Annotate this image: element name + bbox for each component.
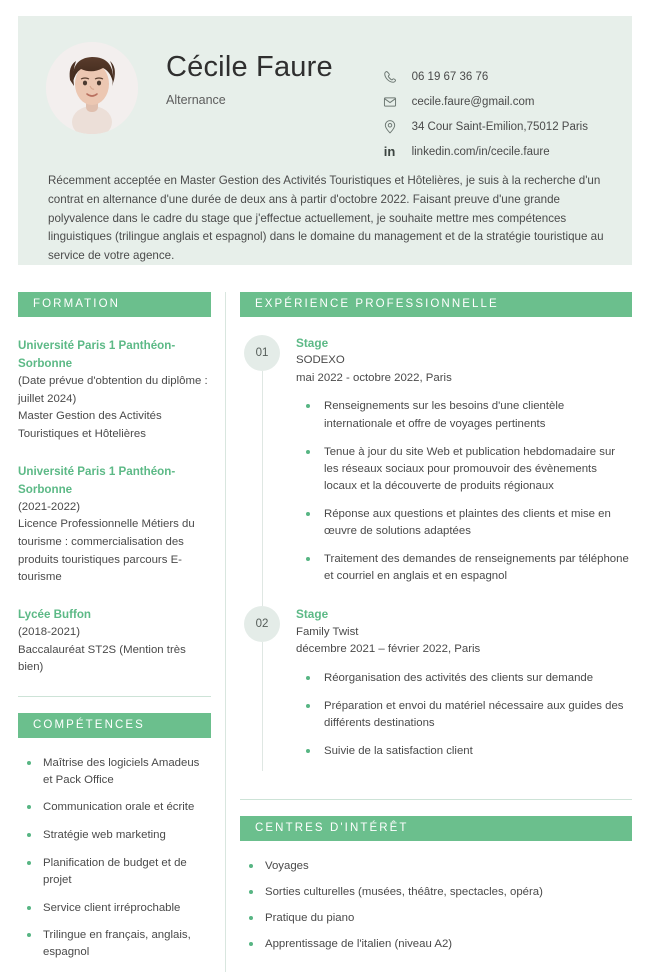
- education-dates: (2021-2022): [18, 500, 81, 513]
- list-item: Traitement des demandes de renseignements par téléphone et courriel en anglais et en espagnol: [296, 551, 632, 585]
- avatar: [46, 42, 138, 134]
- experience-number-badge: 01: [244, 335, 280, 371]
- list-item: Apprentissage de l'italien (niveau A2): [240, 936, 632, 953]
- experience-item: [240, 335, 632, 606]
- interests-list: [240, 858, 632, 952]
- education-dates: (2018-2021): [18, 625, 81, 638]
- left-column: [18, 292, 225, 972]
- list-item: Maîtrise des logiciels Amadeus et Pack Office: [18, 755, 211, 789]
- envelope-icon: [381, 93, 399, 111]
- location-pin-icon: [381, 118, 399, 136]
- experience-bullets: [296, 398, 632, 585]
- list-item: Réorganisation des activités des clients sur demande: [296, 670, 632, 687]
- right-column-divider: [240, 799, 632, 800]
- experience-company: Family Twist: [296, 625, 359, 638]
- list-item: Suivie de la satisfaction client: [296, 743, 632, 760]
- list-item: Planification de budget et de projet: [18, 855, 211, 889]
- contact-email-value: cecile.faure@gmail.com: [411, 95, 535, 108]
- body-columns: [18, 292, 632, 972]
- skills-list: [18, 755, 211, 961]
- list-item: Communication orale et écrite: [18, 799, 211, 816]
- header-top-row: [40, 34, 610, 158]
- experience-list: [240, 335, 632, 781]
- list-item: Service client irréprochable: [18, 900, 211, 917]
- education-school: Lycée Buffon: [18, 607, 92, 621]
- education-item: [18, 463, 211, 587]
- list-item: Préparation et envoi du matériel nécessaire aux guides des différents destinations: [296, 698, 632, 732]
- education-degree: Licence Professionnelle Métiers du tourisme : commercialisation des produits touristiques parcours E-tourisme: [18, 518, 195, 584]
- right-column: [226, 292, 632, 972]
- portrait-photo-icon: [46, 42, 138, 134]
- contact-linkedin-value: linkedin.com/in/cecile.faure: [411, 145, 550, 158]
- experience-title: Stage: [296, 336, 329, 350]
- education-dates: (Date prévue d'obtention du diplôme : juillet 2024): [18, 374, 208, 405]
- contact-address-value: 34 Cour Saint-Emilion,75012 Paris: [411, 120, 588, 133]
- list-item: Stratégie web marketing: [18, 827, 211, 844]
- experience-bullets: [296, 670, 632, 760]
- section-header-experience: EXPÉRIENCE PROFESSIONNELLE: [240, 292, 632, 317]
- timeline-rail: [262, 371, 263, 606]
- contact-phone[interactable]: [381, 64, 588, 89]
- linkedin-icon: in: [383, 144, 396, 159]
- education-item: [18, 337, 211, 444]
- list-item: Sorties culturelles (musées, théâtre, spectacles, opéra): [240, 884, 632, 901]
- experience-item: [240, 606, 632, 781]
- education-degree: Baccalauréat ST2S (Mention très bien): [18, 643, 186, 674]
- profile-summary: Récemment acceptée en Master Gestion des Activités Touristiques et Hôtelières, je suis à la recherche d'un contrat en alternance d'une durée de deux ans à partir d'octobre 2022. Faisant preuve d'une grande polyvalence dans le cadre du stage que j'effectue actuellement, je souhaite mettre mes compétences linguistiques (trilingue anglais et espagnol) dans le domaine du management et de la stratégie touristique au service de votre agence.: [48, 174, 604, 263]
- section-header-interests: CENTRES D'INTÉRÊT: [240, 816, 632, 841]
- education-school: Université Paris 1 Panthéon-Sorbonne: [18, 339, 176, 370]
- left-column-divider: [18, 696, 211, 697]
- experience-number-badge: 02: [244, 606, 280, 642]
- contact-address[interactable]: [381, 114, 588, 139]
- section-header-competences: COMPÉTENCES: [18, 713, 211, 738]
- education-degree: Master Gestion des Activités Touristiques et Hôtelières: [18, 410, 162, 440]
- timeline-rail: [262, 642, 263, 771]
- list-item: Réponse aux questions et plaintes des clients et mise en œuvre de solutions adaptées: [296, 506, 632, 540]
- list-item: Pratique du piano: [240, 910, 632, 927]
- candidate-role: Alternance: [166, 92, 226, 107]
- phone-icon: [381, 68, 399, 86]
- contact-phone-value: 06 19 67 36 76: [411, 70, 489, 83]
- list-item: Trilingue en français, anglais, espagnol: [18, 927, 211, 961]
- list-item: Voyages: [240, 858, 632, 875]
- list-item: Renseignements sur les besoins d'une clientèle internationale et offre de voyages pertinents: [296, 398, 632, 432]
- education-school: Université Paris 1 Panthéon-Sorbonne: [18, 464, 176, 496]
- experience-dates: mai 2022 - octobre 2022, Paris: [296, 371, 452, 384]
- header-banner: [18, 16, 632, 265]
- contact-email[interactable]: [381, 89, 588, 114]
- education-list: [18, 337, 211, 677]
- contact-list: [381, 64, 588, 164]
- experience-dates: décembre 2021 – février 2022, Paris: [296, 643, 481, 656]
- list-item: Tenue à jour du site Web et publication hebdomadaire sur les réseaux sociaux pour promouvoir des évènements locaux et la découverte de produits régionaux: [296, 444, 632, 495]
- contact-linkedin[interactable]: [381, 139, 588, 164]
- experience-company: SODEXO: [296, 354, 345, 367]
- education-item: [18, 606, 211, 677]
- section-header-formation: FORMATION: [18, 292, 211, 317]
- experience-title: Stage: [296, 607, 329, 622]
- candidate-name: Cécile Faure: [166, 51, 333, 83]
- identity-block: [166, 52, 333, 107]
